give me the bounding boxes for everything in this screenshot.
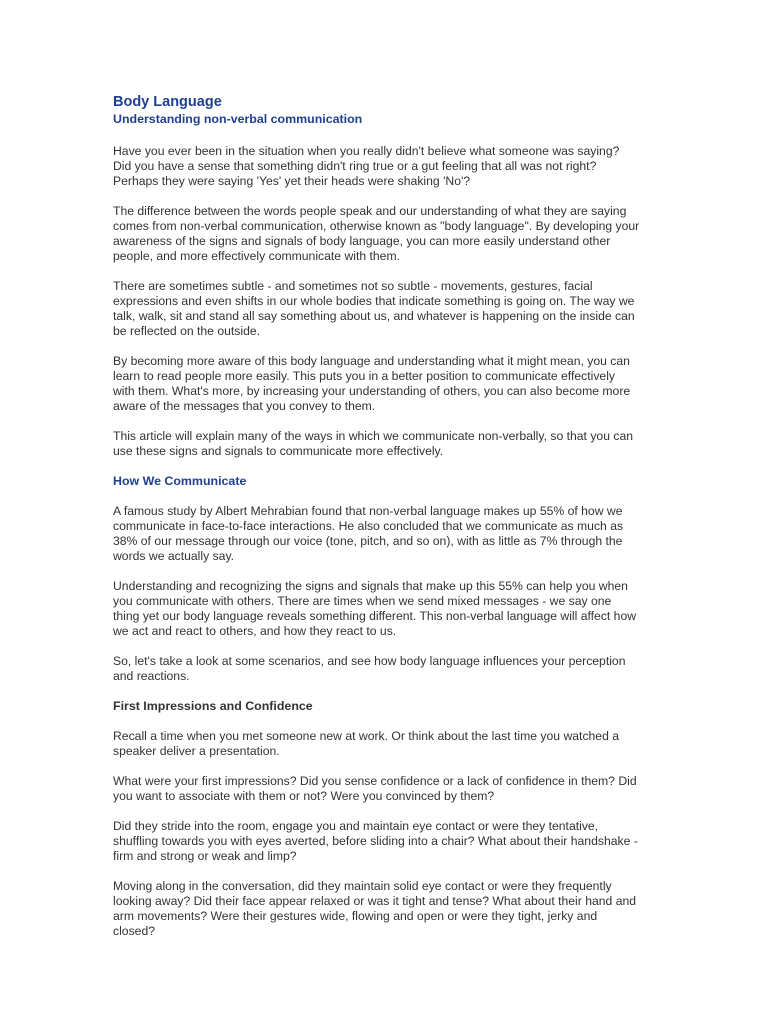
paragraph (113, 429, 664, 459)
text-line: comes from non-verbal communication, otherwise known as "body language". By developing your (113, 219, 640, 233)
text-line: Recall a time when you met someone new at work. Or think about the last time you watched a (113, 729, 620, 743)
text-line: 38% of our message through our voice (tone, pitch, and so on), with as little as 7% through the (113, 534, 623, 548)
paragraph (113, 504, 664, 564)
paragraph (113, 354, 664, 414)
text-line: firm and strong or weak and limp? (113, 849, 297, 863)
text-line: arm movements? Were their gestures wide, flowing and open or were they tight, jerky and (113, 909, 598, 923)
paragraph (113, 729, 664, 759)
intro-section (113, 144, 664, 459)
text-line: words we actually say. (113, 549, 235, 563)
text-line: Moving along in the conversation, did they maintain solid eye contact or were they frequently (113, 879, 612, 893)
text-line: we act and react to others, and how they react to us. (113, 624, 397, 638)
paragraph (113, 774, 664, 804)
text-line: and reactions. (113, 669, 190, 683)
paragraph (113, 879, 664, 939)
text-line: with them. What's more, by increasing your understanding of others, you can also become more (113, 384, 631, 398)
text-line: Perhaps they were saying 'Yes' yet their heads were shaking 'No'? (113, 174, 471, 188)
paragraph (113, 579, 664, 639)
text-line: aware of the messages that you convey to them. (113, 399, 376, 413)
page-subtitle: Understanding non-verbal communication (113, 112, 363, 126)
text-line: The difference between the words people speak and our understanding of what they are saying (113, 204, 627, 218)
section-first-impressions (113, 699, 664, 939)
text-line: communicate in face-to-face interactions. He also concluded that we communicate as much as (113, 519, 624, 533)
text-line: This article will explain many of the ways in which we communicate non-verbally, so that you can (113, 429, 634, 443)
text-line: use these signs and signals to communicate more effectively. (113, 444, 444, 458)
section-how-we-communicate (113, 474, 664, 684)
text-line: expressions and even shifts in our whole bodies that indicate something is going on. The way we (113, 294, 635, 308)
text-line: closed? (113, 924, 156, 938)
text-line: Did they stride into the room, engage you and maintain eye contact or were they tentative, (113, 819, 599, 833)
text-line: Did you have a sense that something didn't ring true or a gut feeling that all was not right? (113, 159, 597, 173)
text-line: So, let's take a look at some scenarios, and see how body language influences your perception (113, 654, 626, 668)
text-line: Have you ever been in the situation when you really didn't believe what someone was saying? (113, 144, 620, 158)
text-line: awareness of the signs and signals of body language, you can more easily understand other (113, 234, 611, 248)
text-line: people, and more effectively communicate with them. (113, 249, 401, 263)
text-line: thing yet our body language reveals something different. This non-verbal language will affect how (113, 609, 637, 623)
paragraph (113, 144, 664, 189)
section-heading: First Impressions and Confidence (113, 699, 313, 713)
text-line: Understanding and recognizing the signs and signals that make up this 55% can help you when (113, 579, 628, 593)
paragraph (113, 819, 664, 864)
text-line: A famous study by Albert Mehrabian found that non-verbal language makes up 55% of how we (113, 504, 623, 518)
text-line: be reflected on the outside. (113, 324, 261, 338)
text-line: shuffling towards you with eyes averted, before sliding into a chair? What about their handshake - (113, 834, 638, 848)
section-heading: How We Communicate (113, 474, 247, 488)
text-line: you communicate with others. There are times when we send mixed messages - we say one (113, 594, 612, 608)
text-line: There are sometimes subtle - and sometimes not so subtle - movements, gestures, facial (113, 279, 593, 293)
paragraph (113, 279, 664, 339)
text-line: talk, walk, sit and stand all say something about us, and whatever is happening on the inside can (113, 309, 635, 323)
text-line: you want to associate with them or not? Were you convinced by them? (113, 789, 495, 803)
paragraph (113, 654, 664, 684)
paragraph (113, 204, 664, 264)
text-line: speaker deliver a presentation. (113, 744, 280, 758)
text-line: What were your first impressions? Did you sense confidence or a lack of confidence in them? Did (113, 774, 637, 788)
text-line: learn to read people more easily. This puts you in a better position to communicate effectively (113, 369, 615, 383)
text-line: By becoming more aware of this body language and understanding what it might mean, you can (113, 354, 630, 368)
text-line: looking away? Did their face appear relaxed or was it tight and tense? What about their hand and (113, 894, 637, 908)
page-title: Body Language (113, 94, 222, 110)
